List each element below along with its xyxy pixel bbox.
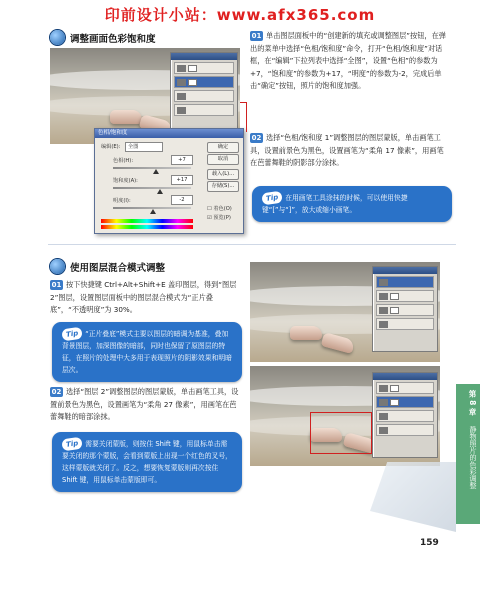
cancel-button[interactable]: 取消 [207,154,239,165]
hue-slider-knob[interactable] [153,169,159,174]
layers-panel-2 [372,266,438,352]
edit-label: 编辑(E): [101,144,121,150]
layer-row[interactable] [174,62,234,74]
layer-row[interactable] [376,410,434,422]
ballet-shoe [321,332,356,354]
ballet-shoe [290,326,322,340]
lightness-label: 明度(I): [113,198,131,204]
saturation-slider[interactable] [113,187,191,189]
layers-panel-3 [372,372,438,458]
layer-row[interactable] [376,424,434,436]
tip-box-1 [252,186,452,222]
callout-line [246,102,247,132]
section1-step1 [250,30,450,93]
layer-row-selected[interactable] [376,396,434,408]
chapter-title: 静物照片的色彩调整 [469,426,477,489]
load-button[interactable]: 载入(L)... [207,169,239,180]
decorative-corner [370,462,456,532]
site-watermark: 印前设计小站：www.afx365.com [104,6,376,24]
edit-select[interactable]: 全图 [125,142,163,152]
layer-row[interactable] [174,104,234,116]
colorize-label: 着色(O) [213,206,232,212]
dialog-title: 色相/饱和度 [95,129,243,138]
layer-row[interactable] [376,290,434,302]
saturation-value[interactable]: +17 [171,175,193,185]
layer-row[interactable] [376,382,434,394]
section2-title: 使用图层混合模式调整 [70,262,166,274]
hue-value[interactable]: +7 [171,155,193,165]
step-number: 02 [51,388,62,396]
section-title-blend-mode [50,259,165,274]
saturation-label: 饱和度(A): [113,178,138,184]
ballet-shoe [110,110,142,124]
section1-step2 [250,132,450,170]
ok-button[interactable]: 确定 [207,142,239,153]
lightness-slider-knob[interactable] [150,209,156,214]
section-bullet-icon [50,259,65,274]
section2-step2 [50,386,240,424]
saturation-slider-knob[interactable] [157,189,163,194]
tip-box-2 [52,322,242,382]
section1-step1-text: 单击图层面板中的“创建新的填充或调整图层”按钮，在弹出的菜单中选择“色相/饱和度”命令，打开“色相/饱和度”对话框，在“编辑”下拉列表中选择“全图”，设置“色相”的参数为+7，“饱和度”的参数为+17，“明度”的参数为-2，完成后单击“确定”按钮，照片的饱和度加强。 [250,31,446,90]
tip-box-3 [52,432,242,492]
layer-row[interactable] [376,304,434,316]
section2-step1 [50,279,240,317]
lightness-value[interactable]: -2 [171,195,193,205]
colorize-checkbox[interactable]: ☐ 着色(O) [207,206,232,212]
tip-badge: Tip [61,327,83,342]
layer-row-selected[interactable] [376,276,434,288]
step-number: 02 [251,134,262,142]
tip-badge: Tip [261,191,283,206]
hue-bar-top [101,219,193,223]
page-number: 159 [420,538,439,548]
section2-step2-text: 选择“图层 2”调整图层的图层蒙版，单击画笔工具，设置前景色为黑色，设置画笔为“柔角 27 像素”，用画笔在芭蕾舞鞋的暗部涂抹。 [50,387,239,421]
preview-checkbox[interactable]: ☑ 预览(P) [207,215,231,221]
section1-step2-text: 选择“色相/饱和度 1”调整图层的图层蒙版，单击画笔工具，设置前景色为黑色，设置画笔为“柔角 17 像素”，用画笔在芭蕾舞鞋的阴影部分涂抹。 [250,133,444,167]
callout-box [310,412,372,454]
save-button[interactable]: 存储(S)... [207,181,239,192]
hue-saturation-dialog [94,128,244,234]
chapter-label: 第 8 章 [468,390,477,416]
layers-panel-1 [170,52,238,134]
step-number: 01 [251,32,262,40]
section-divider [48,244,456,245]
hue-bar-bottom [101,225,193,229]
layer-row-selected[interactable] [174,76,234,88]
section-bullet-icon [50,30,65,45]
layer-row[interactable] [174,90,234,102]
section2-step1-text: 按下快捷键 Ctrl+Alt+Shift+E 盖印图层，得到“图层 2”图层，设置图层面板中的图层混合模式为“正片叠底”，“不透明度”为 30%。 [50,280,237,314]
tip-text: 在用画笔工具涂抹的时候，可以使用快捷键“[”与“]”，放大或缩小画笔。 [262,194,408,214]
section1-title: 调整画面色彩饱和度 [70,33,156,45]
hue-slider[interactable] [113,167,191,169]
hue-label: 色相(H): [113,158,134,164]
section-title-saturation [50,30,156,45]
step-number: 01 [51,281,62,289]
tip-badge: Tip [61,437,83,452]
tip-text: 需要关闭蒙版，则按住 Shift 键，用鼠标单击需要关闭的那个蒙版，会看到蒙版上出现一个红色的叉号，这样蒙版就关闭了。反之，想要恢复蒙版则再次按住 Shift 键，用鼠标单击蒙版即可。 [62,440,232,484]
tip-text: “正片叠底”模式主要以图层的暗调为基准，叠加背景图层，加深图像的暗部，同时也保留了原图层的特征，在照片的处理中大多用于表现照片的阴影效果和明暗层次。 [62,330,232,374]
chapter-side-tab [456,384,480,524]
layer-row[interactable] [376,318,434,330]
preview-label: 预览(P) [213,215,231,221]
